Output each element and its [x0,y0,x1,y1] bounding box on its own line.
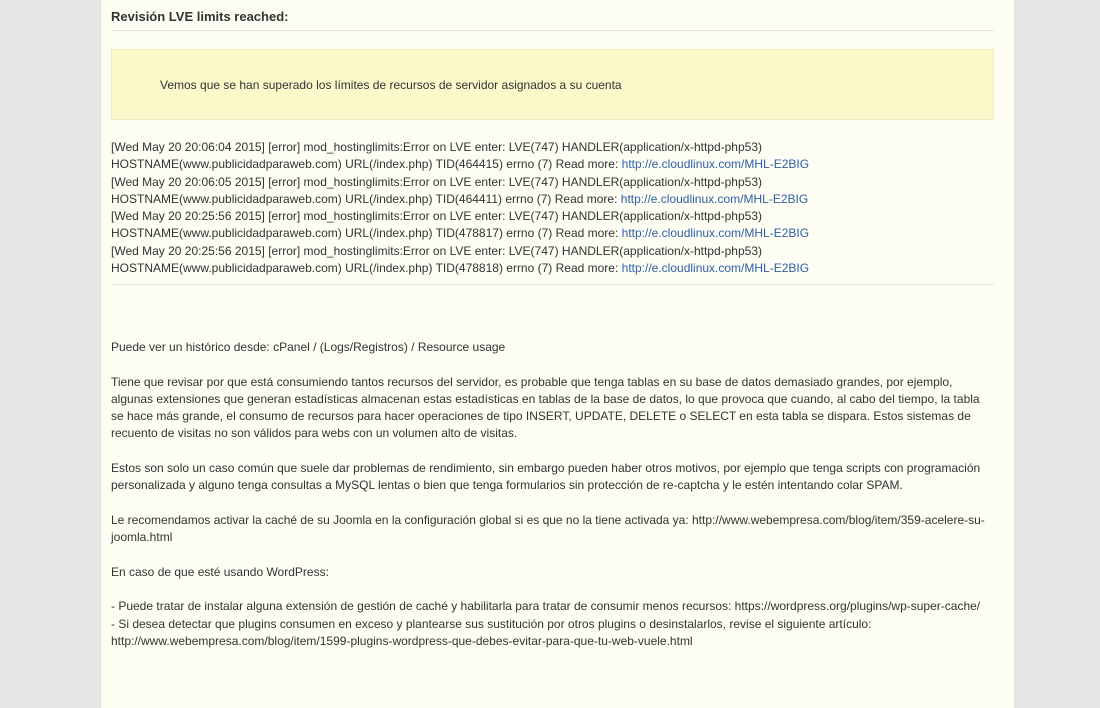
log-line: [Wed May 20 20:25:56 2015] [error] mod_hostinglimits:Error on LVE enter: LVE(747) HANDLER(application/x-httpd-php53) [111,243,762,258]
notice-text: Vemos que se han superado los límites de recursos de servidor asignados a su cuenta [160,78,622,92]
notice-box [111,49,994,120]
read-more-link[interactable]: http://e.cloudlinux.com/MHL-E2BIG [621,157,810,172]
log-line-text: HOSTNAME(www.publicidadparaweb.com) URL(/index.php) TID(478818) errno (7) Read more: [111,261,622,276]
log-line [111,225,994,242]
log-line [111,191,994,208]
read-more-link[interactable]: http://e.cloudlinux.com/MHL-E2BIG [621,226,810,241]
title-divider [111,30,994,31]
log-line: [Wed May 20 20:06:05 2015] [error] mod_hostinglimits:Error on LVE enter: LVE(747) HANDLER(application/x-httpd-php53) [111,174,762,189]
log-line-text: HOSTNAME(www.publicidadparaweb.com) URL(/index.php) TID(464411) errno (7) Read more: [111,191,621,206]
response-body [111,339,994,650]
read-more-link[interactable]: http://e.cloudlinux.com/MHL-E2BIG [620,191,809,206]
paragraph-wordpress-intro: En caso de que esté usando WordPress: [111,564,329,579]
paragraph-common-case: Estos son solo un caso común que suele dar problemas de rendimiento, sin embargo pueden haber otros motivos, por ejemplo que tenga scripts con programación personalizada y alguno tenga consultas a MySQL lentas o bien que tenga formularios sin protección de re-captcha y le estén intentando colar SPAM. [111,461,981,493]
paragraph-wordpress-cache: - Puede tratar de instalar alguna extensión de gestión de caché y habilitarla para tratar de consumir menos recursos: https://wordpress.org/plugins/wp-super-cache/ [111,599,981,614]
paragraph-review: Tiene que revisar por que está consumiendo tantos recursos del servidor, es probable que tenga tablas en su base de datos demasiado grandes, por ejemplo, algunas extensiones que generan estadísticas almacenan estas estadísticas en tablas de la base de datos, lo que provoca que cuando, al cabo del tiempo, la tabla se hace más grande, el consumo de recursos para hacer operaciones de tipo INSERT, UPDATE, DELETE o SELECT en esta tabla se dispara. Estos sistemas de recuento de visitas no son válidos para webs con un volumen alto de visitas. [111,374,980,441]
log-line [111,156,994,173]
log-line-text: HOSTNAME(www.publicidadparaweb.com) URL(/index.php) TID(478817) errno (7) Read more: [111,226,622,241]
log-line: [Wed May 20 20:06:04 2015] [error] mod_hostinglimits:Error on LVE enter: LVE(747) HANDLER(application/x-httpd-php53) [111,140,762,154]
read-more-link[interactable]: http://e.cloudlinux.com/MHL-E2BIG [621,261,810,276]
log-line-text: HOSTNAME(www.publicidadparaweb.com) URL(/index.php) TID(464415) errno (7) Read more: [111,157,622,172]
log-line: [Wed May 20 20:25:56 2015] [error] mod_hostinglimits:Error on LVE enter: LVE(747) HANDLER(application/x-httpd-php53) [111,209,762,224]
paragraph-history: Puede ver un histórico desde: cPanel / (Logs/Registros) / Resource usage [111,340,506,354]
page-container [100,0,1015,708]
log-line [111,260,994,277]
paragraph-joomla-cache: Le recomendamos activar la caché de su Joomla en la configuración global si es que no la tiene activada ya: http://www.webempresa.com/blog/item/359-acelere-su-joomla.html [111,512,985,545]
error-log [111,139,994,277]
log-divider [111,284,994,285]
section-title: Revisión LVE limits reached: [111,9,289,24]
paragraph-wordpress-plugins: - Si desea detectar que plugins consumen en exceso y plantearse sus sustitución por otros plugins o desinstalarlos, revise el siguiente artículo: http://www.webempresa.com/blog/item/1599-plugins-wordpress-que-debes-evitar-para-que-tu-web-vuele.html [111,616,872,649]
